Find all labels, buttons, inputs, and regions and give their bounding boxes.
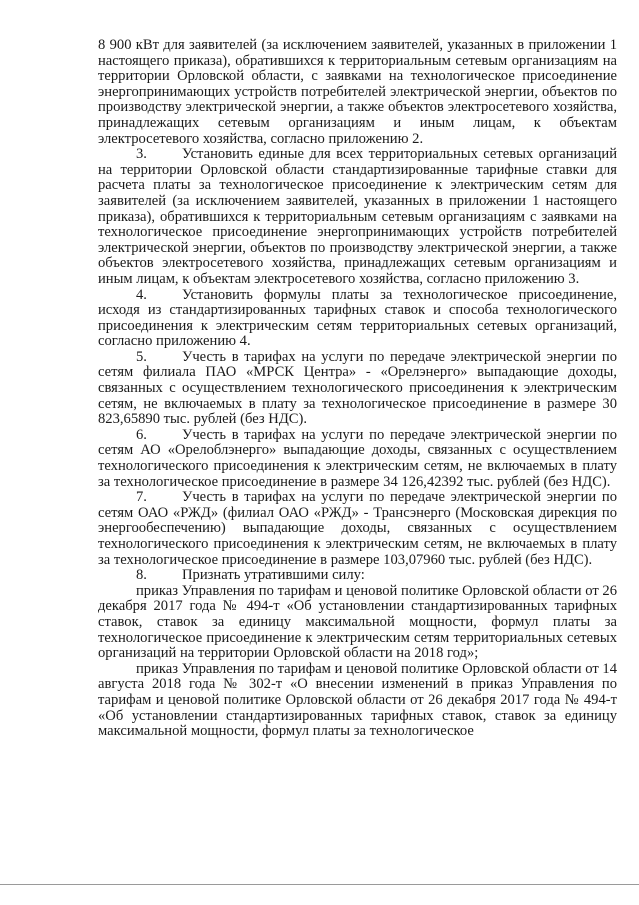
paragraph-7: 7. Учесть в тарифах на услуги по передаче электрической энергии по сетям ОАО «РЖД» (филиал ОАО «РЖД» - Трансэнерго (Московская дирекция по энергообеспечению) выпадающие доходы, связанных с осуществлением технологического присоединения к электрическим сетям, не включаемых в плату за технологическое присоединение в размере 103,07960 тыс. рублей (без НДС). [98,489,617,568]
paragraph-6: 6. Учесть в тарифах на услуги по передаче электрической энергии по сетям АО «Орелоблэнерго» выпадающие доходы, связанных с осуществлением технологического присоединения к электрическим сетям, не включаемых в плату за технологическое присоединение в размере 34 126,42392 тыс. рублей (без НДС). [98,426,617,490]
repealed-order-2: приказ Управления по тарифам и ценовой политике Орловской области от 14 августа 2018 года № 302-т «О внесении изменений в приказ Управления по тарифам и ценовой политике Орловской области от 26 декабря 2017 года № 494-т «Об установлении стандартизированных тарифных ставок, ставок за единицу максимальной мощности, формул платы за технологическое [98,660,617,740]
scan-edge-divider [0,884,639,885]
paragraph-number: 5. [136,348,147,365]
paragraph-3: 3. Установить единые для всех территориальных сетевых организаций на территории Орловской области стандартизированные тарифные ставки для расчета платы за технологическое присоединение к электрическим сетям для заявителей (за исключением заявителей, указанных в приложении 1 настоящего приказа), обратившихся к территориальным сетевым организациям с заявками на технологическое присоединение энергопринимающих устройств потребителей электрической энергии, объектов по производству электрической энергии, а также объектов электросетевого хозяйства, принадлежащих сетевым организациям и иным лицам, к объектам электросетевого хозяйства, согласно приложению 3. [98,146,617,287]
paragraph-number: 7. [136,489,147,506]
paragraph-number: 3. [136,146,147,163]
paragraph-4: 4. Установить формулы платы за технологическое присоединение, исходя из стандартизированных тарифных ставок и способа технологического присоединения к электрическим сетям территориальных сетевых организаций, согласно приложению 4. [98,286,617,350]
paragraph-5: 5. Учесть в тарифах на услуги по передаче электрической энергии по сетям филиала ПАО «МРСК Центра» - «Орелэнерго» выпадающие доходы, связанных с осуществлением технологического присоединения к электрическим сетям, не включаемых в плату за технологическое присоединение в размере 30 823,65890 тыс. рублей (без НДС). [98,348,617,428]
paragraph-number: 6. [136,426,147,443]
paragraph-2-tail: 8 900 кВт для заявителей (за исключением заявителей, указанных в приложении 1 настоящего приказа), обратившихся к территориальным сетевым организациям на территории Орловской области, с заявками на технологическое присоединение энергопринимающих устройств потребителей электрической энергии, объектов по производству электрической энергии, а также объектов электросетевого хозяйства, принадлежащих сетевым организациям и иным лицам, к объектам электросетевого хозяйства, согласно приложению 2. [98,37,617,147]
repealed-order-1: приказ Управления по тарифам и ценовой политике Орловской области от 26 декабря 2017 года № 494-т «Об установлении стандартизированных тарифных ставок, ставок за единицу максимальной мощности, формул платы за технологическое присоединение к электрическим сетям территориальных сетевых организаций на территории Орловской области на 2018 год»; [98,582,617,662]
paragraph-number: 8. [136,567,147,584]
paragraph-8: 8. Признать утратившими силу: [136,567,365,584]
paragraph-number: 4. [136,286,147,303]
